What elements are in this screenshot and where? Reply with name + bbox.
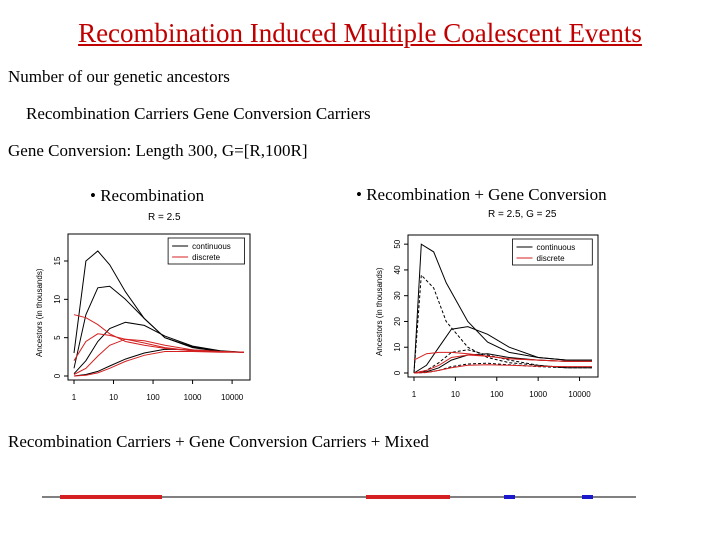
bottom-timeline: [0, 480, 720, 510]
carriers-line: Recombination Carriers Gene Conversion Carriers: [26, 104, 371, 123]
y-tick-label: 10: [53, 294, 62, 304]
y-tick-label: 40: [393, 265, 402, 275]
y-tick-label: 15: [53, 256, 62, 266]
carriers-mixed-line: Recombination Carriers + Gene Conversion Carriers + Mixed: [8, 432, 429, 451]
timeline-segment-blue-2: [582, 495, 593, 499]
timeline-segment-red-2: [366, 495, 450, 499]
chart-recombination: [28, 208, 258, 408]
legend-label-discrete: discrete: [536, 254, 565, 263]
legend-label-continuous: continuous: [192, 242, 231, 251]
y-tick-label: 20: [393, 317, 402, 326]
chart-title: R = 2.5, G = 25: [488, 209, 557, 220]
x-tick-label: 10000: [220, 393, 244, 402]
chart-recombination-gene-conversion-svg: [372, 205, 604, 405]
slide-title: Recombination Induced Multiple Coalescent Events: [78, 18, 642, 48]
timeline-segment-blue-1: [504, 495, 515, 499]
chart-title: R = 2.5: [148, 212, 181, 223]
x-tick-label: 10: [109, 393, 118, 402]
x-tick-label: 10000: [568, 390, 591, 399]
x-tick-label: 1: [71, 393, 77, 402]
x-tick-label: 1000: [183, 393, 202, 402]
x-tick-label: 1: [411, 390, 417, 399]
legend-label-continuous: continuous: [536, 243, 576, 252]
legend-label-discrete: discrete: [192, 253, 221, 262]
series-line-continuous-2: [74, 286, 244, 368]
x-tick-label: 10: [450, 390, 460, 399]
bullet-recombination: • Recombination: [90, 186, 205, 205]
bullet-recombination-gene-conversion: • Recombination + Gene Conversion: [356, 185, 607, 204]
series-line-continuous-1: [74, 251, 244, 353]
y-tick-label: 0: [393, 370, 402, 376]
chart-recombination-gene-conversion: [372, 205, 604, 405]
timeline-segment-red-1: [60, 495, 162, 499]
gene-conversion-params: Gene Conversion: Length 300, G=[R,100R]: [8, 141, 308, 160]
y-tick-label: 0: [53, 373, 62, 379]
y-axis-label: Ancestors (in thousands): [35, 268, 44, 357]
x-tick-label: 100: [146, 393, 160, 402]
ancestors-heading: Number of our genetic ancestors: [8, 67, 230, 86]
x-tick-label: 1000: [529, 390, 548, 399]
y-tick-label: 10: [393, 342, 402, 352]
y-tick-label: 5: [53, 335, 62, 340]
series-line-discrete-7: [74, 339, 244, 374]
series-line-discrete-9: [414, 365, 592, 373]
x-tick-label: 100: [490, 390, 504, 399]
chart-recombination-svg: [28, 208, 258, 408]
y-tick-label: 30: [393, 291, 402, 301]
y-axis-label: Ancestors (in thousands): [375, 267, 384, 356]
y-tick-label: 50: [393, 239, 402, 249]
